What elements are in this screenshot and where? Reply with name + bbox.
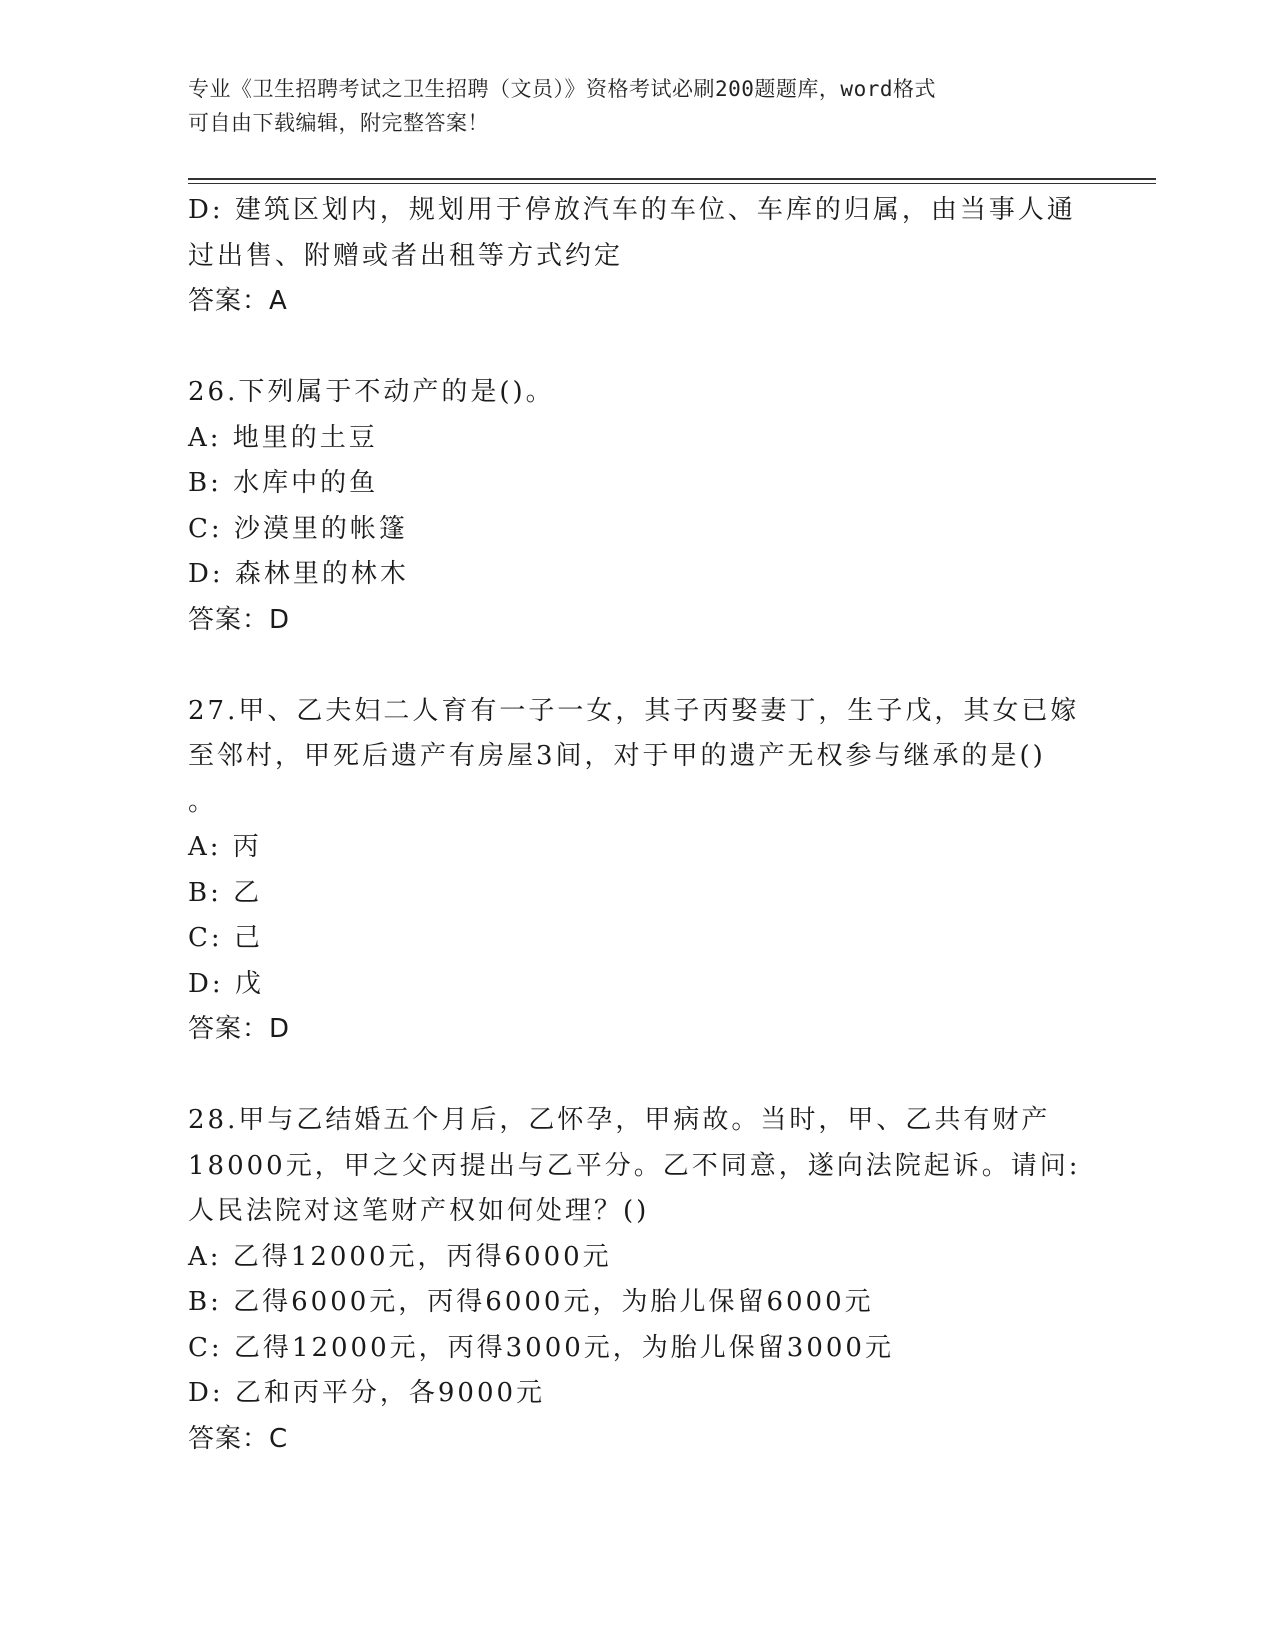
spacer xyxy=(188,1053,1088,1099)
header-title-line-1: 专业《卫生招聘考试之卫生招聘（文员）》资格考试必刷200题题库，word格式 xyxy=(188,77,936,101)
q26-answer: 答案：D xyxy=(188,604,291,635)
q27-option-c: C: 己 xyxy=(188,923,263,953)
header-title-line-2: 可自由下载编辑，附完整答案！ xyxy=(188,111,489,135)
q26-option-c: C: 沙漠里的帐篷 xyxy=(188,513,408,544)
q27-stem-line-3: 。 xyxy=(188,786,218,817)
q28-stem-line-3: 人民法院对这笔财产权如何处理？() xyxy=(188,1196,650,1226)
q27-stem-line-1: 27.甲、乙夫妇二人育有一子一女，其子丙娶妻丁，生子戊，其女已嫁 xyxy=(188,695,1080,726)
question-content xyxy=(188,188,1088,1462)
prev-answer: 答案：A xyxy=(188,286,288,316)
q27-option-d: D: 戊 xyxy=(188,968,264,999)
q26-option-d: D: 森林里的林木 xyxy=(188,559,409,589)
q28-option-d: D: 乙和丙平分，各9000元 xyxy=(188,1378,546,1408)
q28-option-c: C: 乙得12000元，丙得3000元，为胎儿保留3000元 xyxy=(188,1332,894,1363)
q28-stem-line-1: 28.甲与乙结婚五个月后，乙怀孕，甲病故。当时，甲、乙共有财产 xyxy=(188,1105,1051,1135)
document-header xyxy=(188,72,1068,140)
q26-option-b: B: 水库中的鱼 xyxy=(188,468,379,498)
q26-stem: 26.下列属于不动产的是()。 xyxy=(188,377,555,407)
prev-option-d-line-2: 过出售、附赠或者出租等方式约定 xyxy=(188,240,624,271)
spacer xyxy=(188,325,1088,371)
q27-option-b: B: 乙 xyxy=(188,877,263,908)
q28-option-a: A: 乙得12000元，丙得6000元 xyxy=(188,1241,612,1272)
q27-option-a: A: 丙 xyxy=(188,832,262,862)
q28-answer: 答案：C xyxy=(188,1423,289,1454)
header-rule-thick xyxy=(188,178,1156,180)
q27-answer: 答案：D xyxy=(188,1014,291,1044)
q26-option-a: A: 地里的土豆 xyxy=(188,422,378,453)
q28-stem-line-2: 18000元，甲之父丙提出与乙平分。乙不同意，遂向法院起诉。请问: xyxy=(188,1150,1081,1181)
q27-stem-line-2: 至邻村，甲死后遗产有房屋3间，对于甲的遗产无权参与继承的是() xyxy=(188,741,1046,771)
spacer xyxy=(188,643,1088,689)
prev-option-d-line-1: D: 建筑区划内，规划用于停放汽车的车位、车库的归属，由当事人通 xyxy=(188,195,1076,225)
q28-option-b: B: 乙得6000元，丙得6000元，为胎儿保留6000元 xyxy=(188,1287,874,1317)
header-rule-thin xyxy=(188,183,1156,184)
